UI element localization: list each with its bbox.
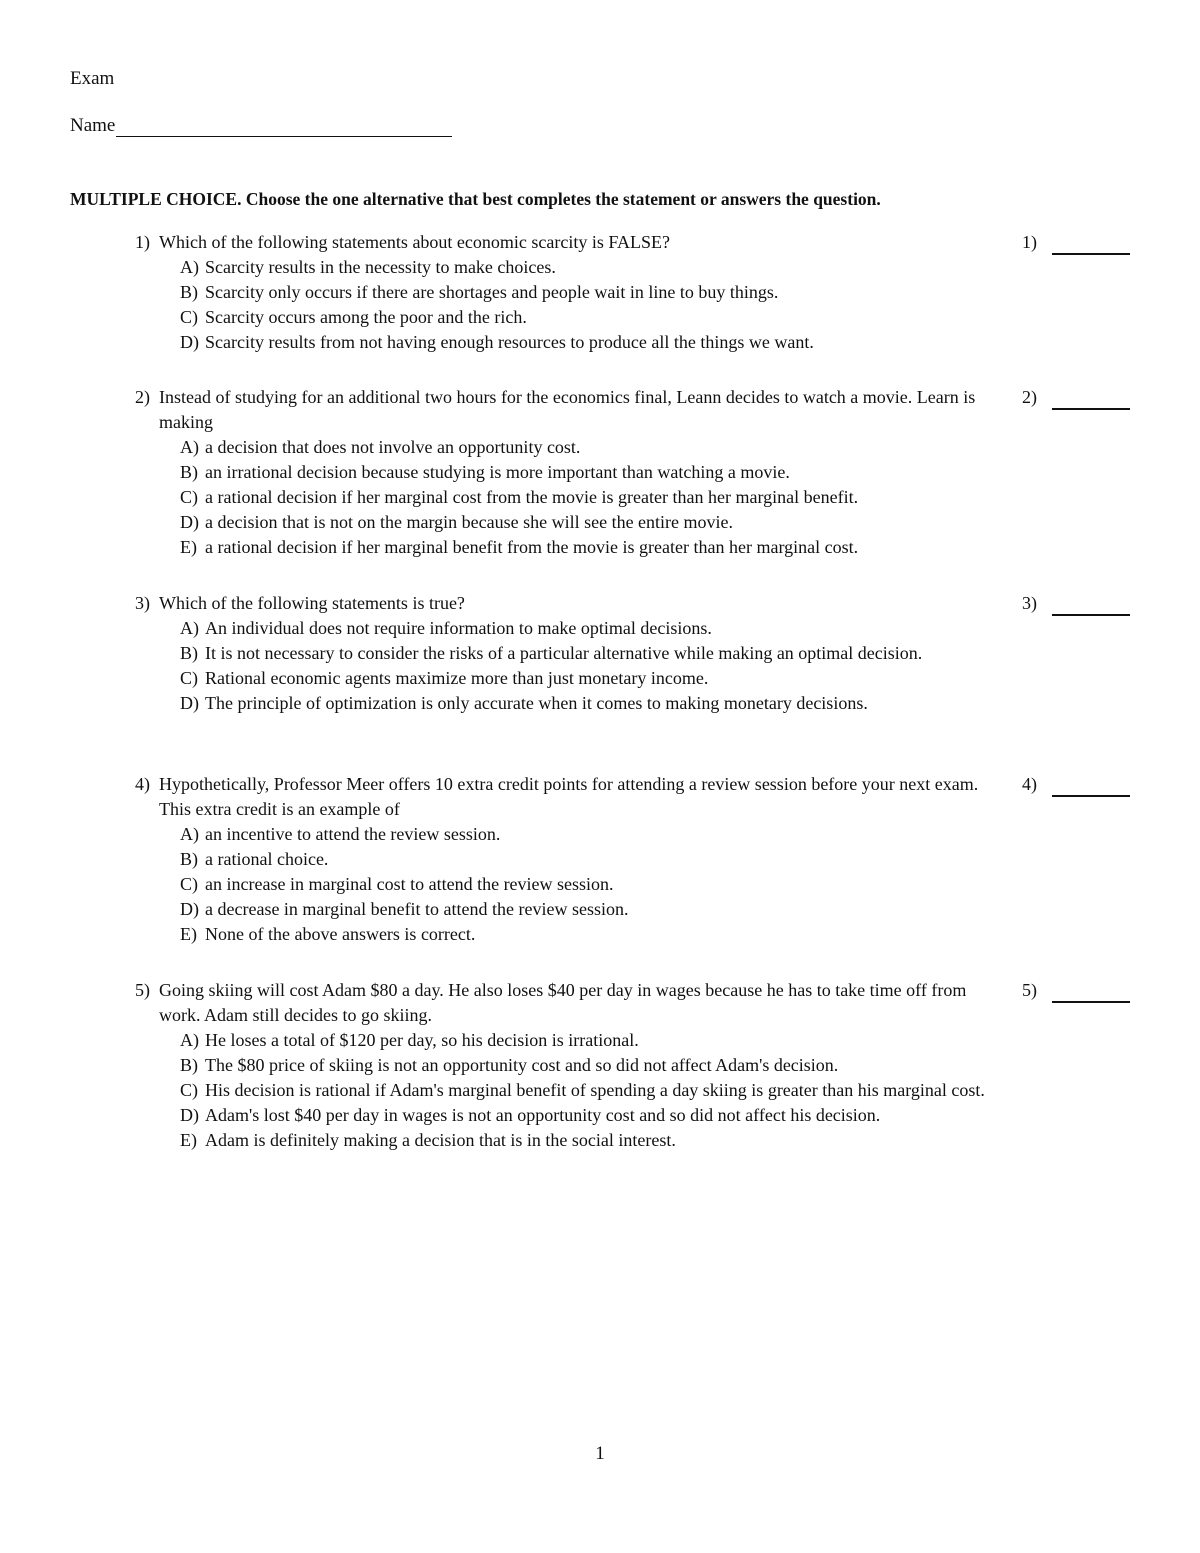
- option-d: [135, 691, 1135, 716]
- option-c: [135, 305, 1135, 330]
- option-d: [135, 1103, 1135, 1128]
- option-text: an irrational decision because studying is more important than watching a movie.: [205, 462, 790, 482]
- option-text: It is not necessary to consider the risks of a particular alternative while making an optimal decision.: [205, 643, 923, 663]
- option-b: [135, 280, 1135, 305]
- question-number: 4): [135, 774, 150, 794]
- answer-blank[interactable]: [1052, 984, 1130, 1003]
- question-text: Instead of studying for an additional two hours for the economics final, Leann decides to watch a movie. Learn is making: [159, 387, 976, 432]
- exam-title: Exam: [70, 68, 115, 89]
- option-text: The principle of optimization is only accurate when it comes to making monetary decisions.: [205, 693, 868, 713]
- option-letter: A): [180, 1030, 199, 1050]
- question-stem: [135, 772, 1135, 822]
- option-b: [135, 1053, 1135, 1078]
- answer-slot: [1022, 230, 1130, 255]
- question-stem: [135, 978, 1135, 1028]
- option-b: [135, 847, 1135, 872]
- option-a: [135, 616, 1135, 641]
- option-c: [135, 1078, 1135, 1103]
- option-letter: B): [180, 849, 198, 869]
- option-letter: C): [180, 1080, 198, 1100]
- option-letter: C): [180, 307, 198, 327]
- question-text: Hypothetically, Professor Meer offers 10 extra credit points for attending a review session before your next exam. This extra credit is an example of: [159, 774, 979, 819]
- option-text: Scarcity results in the necessity to make choices.: [205, 257, 556, 277]
- answer-label: 3): [1022, 593, 1037, 613]
- question-stem: [135, 230, 1135, 255]
- option-letter: B): [180, 462, 198, 482]
- option-letter: B): [180, 643, 198, 663]
- question-number: 3): [135, 593, 150, 613]
- option-letter: A): [180, 257, 199, 277]
- option-letter: C): [180, 487, 198, 507]
- answer-blank[interactable]: [1052, 391, 1130, 410]
- option-text: Scarcity occurs among the poor and the rich.: [205, 307, 527, 327]
- answer-label: 2): [1022, 387, 1037, 407]
- option-text: a rational choice.: [205, 849, 329, 869]
- option-letter: D): [180, 332, 199, 352]
- option-text: Scarcity results from not having enough resources to produce all the things we want.: [205, 332, 814, 352]
- question-stem: [135, 591, 1135, 616]
- answer-slot: [1022, 385, 1130, 410]
- option-text: Scarcity only occurs if there are shortages and people wait in line to buy things.: [205, 282, 779, 302]
- option-letter: A): [180, 437, 199, 457]
- options-list: [135, 1028, 1135, 1153]
- option-text: an incentive to attend the review session.: [205, 824, 501, 844]
- option-letter: D): [180, 899, 199, 919]
- options-list: [135, 616, 1135, 716]
- name-field: [70, 115, 452, 137]
- question-text: Which of the following statements is true?: [159, 593, 465, 613]
- option-text: Rational economic agents maximize more than just monetary income.: [205, 668, 709, 688]
- option-a: [135, 822, 1135, 847]
- option-text: a rational decision if her marginal cost from the movie is greater than her marginal benefit.: [205, 487, 859, 507]
- option-a: [135, 255, 1135, 280]
- option-text: Adam is definitely making a decision that is in the social interest.: [205, 1130, 676, 1150]
- option-d: [135, 510, 1135, 535]
- option-b: [135, 641, 1135, 666]
- section-instructions: MULTIPLE CHOICE. Choose the one alternative that best completes the statement or answers the question.: [70, 189, 881, 209]
- option-a: [135, 435, 1135, 460]
- option-letter: B): [180, 282, 198, 302]
- answer-label: 5): [1022, 980, 1037, 1000]
- name-blank-line[interactable]: [116, 116, 452, 137]
- option-text: His decision is rational if Adam's marginal benefit of spending a day skiing is greater than his marginal cost.: [205, 1080, 985, 1100]
- option-a: [135, 1028, 1135, 1053]
- option-text: None of the above answers is correct.: [205, 924, 476, 944]
- option-letter: E): [180, 1130, 197, 1150]
- option-text: Adam's lost $40 per day in wages is not an opportunity cost and so did not affect his decision.: [205, 1105, 881, 1125]
- option-text: a decision that does not involve an opportunity cost.: [205, 437, 581, 457]
- question-text: Which of the following statements about economic scarcity is FALSE?: [159, 232, 671, 252]
- answer-slot: [1022, 978, 1130, 1003]
- question-1: [135, 230, 1135, 355]
- option-d: [135, 330, 1135, 355]
- answer-slot: [1022, 591, 1130, 616]
- option-letter: E): [180, 924, 197, 944]
- option-e: [135, 1128, 1135, 1153]
- option-c: [135, 872, 1135, 897]
- question-3: [135, 591, 1135, 716]
- answer-slot: [1022, 772, 1130, 797]
- option-letter: B): [180, 1055, 198, 1075]
- option-text: a rational decision if her marginal benefit from the movie is greater than her marginal cost.: [205, 537, 859, 557]
- question-number: 2): [135, 387, 150, 407]
- option-e: [135, 922, 1135, 947]
- option-text: He loses a total of $120 per day, so his decision is irrational.: [205, 1030, 639, 1050]
- question-4: [135, 772, 1135, 947]
- page-number: 1: [595, 1443, 605, 1464]
- answer-blank[interactable]: [1052, 236, 1130, 255]
- question-5: [135, 978, 1135, 1153]
- option-text: The $80 price of skiing is not an opportunity cost and so did not affect Adam's decision.: [205, 1055, 839, 1075]
- name-label: Name: [70, 115, 116, 136]
- options-list: [135, 822, 1135, 947]
- option-letter: D): [180, 512, 199, 532]
- option-text: an increase in marginal cost to attend the review session.: [205, 874, 614, 894]
- question-number: 1): [135, 232, 150, 252]
- option-letter: A): [180, 618, 199, 638]
- option-text: a decision that is not on the margin because she will see the entire movie.: [205, 512, 734, 532]
- option-c: [135, 666, 1135, 691]
- option-c: [135, 485, 1135, 510]
- answer-blank[interactable]: [1052, 778, 1130, 797]
- answer-label: 1): [1022, 232, 1037, 252]
- options-list: [135, 255, 1135, 355]
- option-letter: D): [180, 693, 199, 713]
- option-b: [135, 460, 1135, 485]
- option-letter: C): [180, 874, 198, 894]
- answer-label: 4): [1022, 774, 1037, 794]
- option-letter: A): [180, 824, 199, 844]
- option-letter: E): [180, 537, 197, 557]
- options-list: [135, 435, 1135, 560]
- answer-blank[interactable]: [1052, 597, 1130, 616]
- question-text: Going skiing will cost Adam $80 a day. He also loses $40 per day in wages because he has to take time off from work. Adam still decides to go skiing.: [159, 980, 967, 1025]
- option-d: [135, 897, 1135, 922]
- option-letter: D): [180, 1105, 199, 1125]
- option-text: a decrease in marginal benefit to attend the review session.: [205, 899, 629, 919]
- option-letter: C): [180, 668, 198, 688]
- question-stem: [135, 385, 1135, 435]
- option-e: [135, 535, 1135, 560]
- option-text: An individual does not require information to make optimal decisions.: [205, 618, 712, 638]
- question-2: [135, 385, 1135, 560]
- question-number: 5): [135, 980, 150, 1000]
